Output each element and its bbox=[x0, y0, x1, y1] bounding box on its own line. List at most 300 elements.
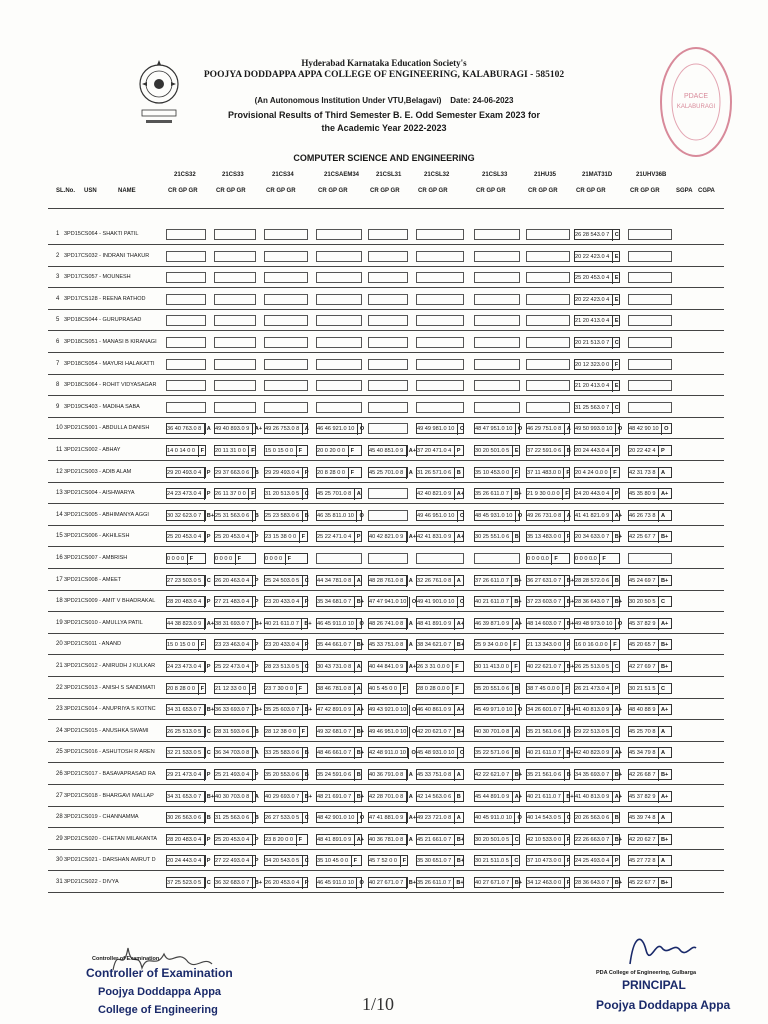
grade-cell: 47 47 941.0 10 O bbox=[368, 596, 408, 607]
row-rule bbox=[48, 503, 724, 504]
table-row bbox=[56, 615, 720, 633]
grade-letter: C bbox=[204, 576, 211, 587]
grade-letter: P bbox=[302, 640, 309, 651]
grade-letter: F bbox=[551, 554, 557, 565]
row-rule bbox=[48, 546, 724, 547]
grade-letter: B+ bbox=[454, 640, 464, 651]
grade-cell: 23 7 30 0 0 F bbox=[264, 683, 308, 694]
grade-letter: P bbox=[204, 468, 211, 479]
subject-code-header: 21CSL33 bbox=[482, 172, 508, 178]
grade-letter: C bbox=[302, 489, 309, 500]
grade-cell: 28 36 643.0 7 B+ bbox=[574, 877, 620, 888]
grade-cell: 20 0 20 0 0 F bbox=[316, 445, 362, 456]
grade-cell: 49 48 973.0 10 O bbox=[574, 618, 620, 629]
grade-cell: 28 31 593.0 6 B bbox=[214, 726, 256, 737]
grade-letter: P bbox=[204, 662, 211, 673]
grade-cell: 40 44 841.0 9 A+ bbox=[368, 661, 408, 672]
grade-letter: A+ bbox=[252, 424, 262, 435]
college-name: POOJYA DODDAPPA APPA COLLEGE OF ENGINEERING, KALABURAGI - 585102 bbox=[203, 70, 565, 80]
grade-cell: 15 0 15 0 0 F bbox=[264, 445, 308, 456]
grade-letter: F bbox=[564, 856, 570, 867]
grade-cell: 42 25 67 7 B+ bbox=[628, 531, 672, 542]
grade-letter: O bbox=[514, 813, 521, 824]
grade-cell: 48 41 891.0 9 A+ bbox=[416, 618, 464, 629]
grade-cell: 20 22 42 4 P bbox=[628, 445, 672, 456]
sl-no: 15 bbox=[56, 533, 63, 539]
row-rule bbox=[48, 611, 724, 612]
grade-cell: 21 20 413.0 4 E bbox=[574, 380, 620, 391]
grade-letter: E bbox=[612, 316, 619, 327]
grade-cell: 40 21 611.0 7 B+ bbox=[264, 618, 308, 629]
grade-cell bbox=[474, 337, 520, 348]
grade-cell: 42 14 563.0 6 B bbox=[416, 791, 464, 802]
grade-letter: B bbox=[252, 468, 259, 479]
grade-letter: B+ bbox=[612, 532, 622, 543]
grade-letter: C bbox=[564, 813, 571, 824]
grade-letter: P bbox=[252, 856, 259, 867]
grade-cell: 40 14 543.0 5 C bbox=[526, 812, 570, 823]
cr-gp-gr-header: CR GP GR bbox=[576, 188, 606, 194]
table-row bbox=[56, 723, 720, 741]
grade-cell: 48 41 891.0 9 A+ bbox=[316, 834, 362, 845]
grade-cell: 0 0 0 0 F bbox=[214, 553, 256, 564]
grade-cell: 40 5 45 0 0 F bbox=[368, 683, 408, 694]
grade-letter: B+ bbox=[658, 878, 668, 889]
grade-cell: 40 42 821.0 9 A+ bbox=[368, 531, 408, 542]
grade-cell bbox=[474, 272, 520, 283]
grade-cell bbox=[316, 229, 362, 240]
grade-letter: B+ bbox=[658, 662, 668, 673]
grade-letter: P bbox=[204, 489, 211, 500]
grade-letter: F bbox=[599, 554, 605, 565]
grade-cell: 47 41 881.0 9 A+ bbox=[368, 812, 408, 823]
grade-letter: F bbox=[400, 684, 406, 695]
sl-no: 5 bbox=[56, 317, 60, 323]
grade-letter: A+ bbox=[354, 705, 364, 716]
grade-cell bbox=[166, 337, 206, 348]
grade-cell bbox=[628, 402, 672, 413]
grade-letter: A bbox=[406, 835, 413, 846]
grade-cell: 45 20 65 7 B+ bbox=[628, 639, 672, 650]
subject-code-header: 21MAT31D bbox=[582, 172, 613, 178]
grade-letter: A+ bbox=[454, 532, 464, 543]
grade-letter: B+ bbox=[302, 705, 312, 716]
row-rule bbox=[48, 784, 724, 785]
grade-letter: P bbox=[252, 770, 259, 781]
grade-letter: B+ bbox=[301, 619, 311, 630]
grade-cell: 46 45 911.0 10 O bbox=[316, 877, 362, 888]
grade-letter: A+ bbox=[658, 705, 668, 716]
grade-letter: C bbox=[302, 813, 309, 824]
grade-letter: A+ bbox=[204, 619, 214, 630]
sl-no: 27 bbox=[56, 793, 63, 799]
usn-name: 3PD21CS002 - ABHAY bbox=[64, 447, 121, 453]
grade-letter: F bbox=[249, 684, 255, 695]
grade-cell bbox=[368, 359, 408, 370]
table-row bbox=[56, 226, 720, 244]
row-rule bbox=[48, 741, 724, 742]
title-line2: the Academic Year 2022-2023 bbox=[321, 123, 447, 133]
table-row bbox=[56, 312, 720, 330]
sl-no: 19 bbox=[56, 620, 63, 626]
grade-cell: 24 23 473.0 4 P bbox=[166, 488, 206, 499]
grade-letter: B bbox=[512, 748, 519, 759]
row-rule bbox=[48, 330, 724, 331]
grade-letter: P bbox=[658, 446, 665, 457]
grade-cell: 48 28 761.0 8 A bbox=[368, 575, 408, 586]
row-rule bbox=[48, 568, 724, 569]
grade-cell: 46 46 921.0 10 O bbox=[316, 423, 362, 434]
subject-code-header: 21CS33 bbox=[222, 172, 244, 178]
grade-cell: 30 26 563.0 6 B bbox=[166, 812, 206, 823]
grade-letter: E bbox=[612, 252, 619, 263]
grade-cell: 34 31 653.0 7 B+ bbox=[166, 791, 206, 802]
grade-cell: 38 31 693.0 7 B+ bbox=[214, 618, 256, 629]
table-row bbox=[56, 291, 720, 309]
sl-no: 18 bbox=[56, 598, 63, 604]
grade-cell: 27 22 493.0 4 P bbox=[214, 855, 256, 866]
grade-letter: A bbox=[252, 748, 259, 759]
grade-cell bbox=[316, 553, 362, 564]
grade-letter: A bbox=[406, 619, 413, 630]
grade-cell: 20 34 633.0 7 B+ bbox=[574, 531, 620, 542]
grade-letter: F bbox=[235, 554, 241, 565]
grade-letter: B+ bbox=[511, 597, 521, 608]
grade-letter: B+ bbox=[252, 705, 262, 716]
grade-cell: 34 31 653.0 7 B+ bbox=[166, 704, 206, 715]
sl-no: 4 bbox=[56, 296, 60, 302]
grade-letter: A bbox=[564, 424, 571, 435]
grade-cell bbox=[416, 229, 464, 240]
grade-cell: 45 25 701.0 8 A bbox=[368, 467, 408, 478]
grade-letter: B+ bbox=[612, 878, 622, 889]
grade-letter: F bbox=[452, 662, 458, 673]
grade-letter: A bbox=[302, 424, 309, 435]
grade-cell bbox=[316, 380, 362, 391]
grade-cell bbox=[214, 251, 256, 262]
grade-cell: 20 21 513.0 7 C bbox=[574, 337, 620, 348]
grade-letter: A bbox=[658, 813, 665, 824]
grade-cell: 45 24 69 7 B+ bbox=[628, 575, 672, 586]
row-rule bbox=[48, 827, 724, 828]
grade-letter: P bbox=[302, 468, 309, 479]
usn-name: 3PD18CS054 - MAYURI HALAKATTI bbox=[64, 361, 155, 367]
grade-cell: 45 40 851.0 9 A+ bbox=[368, 445, 408, 456]
grade-cell: 14 0 14 0 0 F bbox=[166, 445, 206, 456]
grade-letter: B+ bbox=[454, 856, 464, 867]
grade-cell: 48 46 661.0 7 B+ bbox=[316, 747, 362, 758]
sl-no: 17 bbox=[56, 577, 63, 583]
grade-letter: E bbox=[612, 381, 619, 392]
grade-cell bbox=[264, 402, 308, 413]
grade-letter: C bbox=[512, 835, 519, 846]
grade-letter: A+ bbox=[658, 619, 668, 630]
grade-cell bbox=[368, 337, 408, 348]
svg-text:KALABURAGI: KALABURAGI bbox=[676, 104, 716, 110]
grade-letter: A bbox=[406, 640, 413, 651]
grade-cell: 42 20 621.0 7 B+ bbox=[416, 726, 464, 737]
grade-cell: 27 23 503.0 5 C bbox=[166, 575, 206, 586]
grade-cell: 42 28 701.0 8 A bbox=[368, 791, 408, 802]
grade-cell bbox=[416, 315, 464, 326]
grade-cell bbox=[316, 402, 362, 413]
grade-cell: 24 20 443.0 4 P bbox=[574, 488, 620, 499]
usn-name: 3PD21CS005 - ABHIMANYA AGGI bbox=[64, 512, 149, 518]
sl-no: 20 bbox=[56, 641, 63, 647]
grade-cell: 45 34 79 8 A bbox=[628, 747, 672, 758]
grade-cell: 23 20 433.0 4 P bbox=[264, 639, 308, 650]
grade-cell bbox=[166, 251, 206, 262]
grade-letter: B bbox=[354, 770, 361, 781]
grade-letter: F bbox=[400, 856, 406, 867]
row-rule bbox=[48, 870, 724, 871]
grade-letter: P bbox=[454, 446, 461, 457]
grade-cell: 23 20 433.0 4 P bbox=[264, 596, 308, 607]
grade-letter: P bbox=[612, 684, 619, 695]
sl-no: 12 bbox=[56, 469, 63, 475]
grade-cell: 0 0 0 0.0 F bbox=[574, 553, 620, 564]
grade-letter: O bbox=[409, 597, 416, 608]
grade-cell: 42 41 831.0 9 A+ bbox=[416, 531, 464, 542]
grade-letter: F bbox=[198, 684, 204, 695]
grade-cell bbox=[368, 229, 408, 240]
table-row bbox=[56, 269, 720, 287]
grade-cell: 45 37 82 9 A+ bbox=[628, 618, 672, 629]
grade-letter: F bbox=[511, 662, 517, 673]
grade-letter: B bbox=[252, 511, 259, 522]
grade-letter: F bbox=[562, 489, 568, 500]
grade-letter: A+ bbox=[658, 792, 668, 803]
header-rule bbox=[48, 208, 724, 209]
grade-letter: B bbox=[302, 748, 309, 759]
grade-cell: 25 31 563.0 6 B bbox=[214, 510, 256, 521]
grade-cell bbox=[526, 294, 570, 305]
grade-cell: 35 44 661.0 7 B+ bbox=[316, 639, 362, 650]
grade-letter: F bbox=[296, 835, 302, 846]
grade-cell: 29 21 473.0 4 P bbox=[166, 769, 206, 780]
grade-cell: 34 35 693.0 7 B+ bbox=[574, 769, 620, 780]
grade-cell bbox=[368, 294, 408, 305]
sl-no: 14 bbox=[56, 512, 63, 518]
grade-cell: 40 21 611.0 7 B+ bbox=[526, 747, 570, 758]
usn-name: 3PD21CS008 - AMEET bbox=[64, 577, 122, 583]
grade-cell bbox=[214, 337, 256, 348]
grade-cell: 40 36 791.0 8 A bbox=[368, 769, 408, 780]
row-rule bbox=[48, 525, 724, 526]
row-rule bbox=[48, 482, 724, 483]
table-row bbox=[56, 464, 720, 482]
grade-cell bbox=[526, 337, 570, 348]
grade-cell: 35 34 681.0 7 B+ bbox=[316, 596, 362, 607]
grade-cell bbox=[526, 359, 570, 370]
grade-cell bbox=[416, 294, 464, 305]
grade-letter: F bbox=[610, 640, 616, 651]
grade-cell: 25 20 453.0 4 P bbox=[214, 834, 256, 845]
grade-cell: 41 41 821.0 9 A+ bbox=[574, 510, 620, 521]
grade-cell bbox=[526, 229, 570, 240]
grade-letter: F bbox=[299, 532, 305, 543]
grade-cell: 49 41 901.0 10 O bbox=[416, 596, 464, 607]
grade-letter: P bbox=[204, 770, 211, 781]
grade-letter: B+ bbox=[658, 576, 668, 587]
grade-cell: 40 21 611.0 7 B+ bbox=[474, 596, 520, 607]
grade-cell: 24 25 493.0 4 P bbox=[574, 855, 620, 866]
grade-cell: 20 8 28 0 0 F bbox=[316, 467, 362, 478]
grade-cell: 35 10 45 0 0 F bbox=[316, 855, 362, 866]
grade-letter: O bbox=[615, 619, 622, 630]
sl-no: 8 bbox=[56, 382, 60, 388]
grade-letter: P bbox=[252, 532, 259, 543]
usn-name: 3PD19CS403 - MADIHA SABA bbox=[64, 404, 140, 410]
grade-letter: A bbox=[454, 770, 461, 781]
grade-letter: B bbox=[454, 468, 461, 479]
sl-no: 2 bbox=[56, 253, 60, 259]
grade-cell: 35 25 603.0 7 B+ bbox=[264, 704, 308, 715]
grade-cell: 40 36 781.0 8 A bbox=[368, 834, 408, 845]
grade-cell: 45 25 701.0 8 A bbox=[316, 488, 362, 499]
grade-letter: A bbox=[354, 662, 361, 673]
usn-name: 3PD21CS021 - DARSHAN AMRUT D bbox=[64, 857, 156, 863]
grade-cell: 36 40 763.0 8 A bbox=[166, 423, 206, 434]
grade-cell: 45 7 52 0 0 F bbox=[368, 855, 408, 866]
usn-name: 3PD21CS006 - AKHILESH bbox=[64, 533, 130, 539]
grade-cell: 30 20 501.0 5 E bbox=[474, 445, 520, 456]
usn-name: 3PD21CS015 - ANUSHKA SWAMI bbox=[64, 728, 149, 734]
grade-cell bbox=[368, 251, 408, 262]
coe-title: Controller of Examination bbox=[86, 966, 233, 980]
grade-letter: B+ bbox=[564, 597, 574, 608]
grade-cell bbox=[264, 337, 308, 348]
grade-cell: 45 49 971.0 10 O bbox=[474, 704, 520, 715]
grade-cell: 42 22 621.0 7 B+ bbox=[474, 769, 520, 780]
grade-letter: B+ bbox=[302, 792, 312, 803]
grade-letter: B+ bbox=[454, 727, 464, 738]
grade-cell: 47 42 891.0 9 A+ bbox=[316, 704, 362, 715]
usn-name: 3PD21CS014 - ANUPRIYA S KOTNC bbox=[64, 706, 156, 712]
grade-cell: 20 24 443.0 4 P bbox=[574, 445, 620, 456]
grade-cell: 37 26 611.0 7 B+ bbox=[474, 575, 520, 586]
grade-cell: 35 21 561.0 6 B bbox=[526, 726, 570, 737]
grade-cell bbox=[368, 510, 408, 521]
grade-letter: E bbox=[612, 273, 619, 284]
grade-cell: 36 27 631.0 7 B+ bbox=[526, 575, 570, 586]
grade-cell bbox=[264, 315, 308, 326]
grade-letter: A bbox=[512, 727, 519, 738]
grade-cell: 48 47 951.0 10 O bbox=[474, 423, 520, 434]
subject-code-header: 21CSL32 bbox=[424, 172, 450, 178]
grade-cell: 40 22 621.0 7 B+ bbox=[526, 661, 570, 672]
grade-letter: B bbox=[512, 684, 519, 695]
subject-code-header: 21HU35 bbox=[534, 172, 557, 178]
grade-cell: 25 22 471.0 4 P bbox=[316, 531, 362, 542]
grade-letter: B bbox=[302, 770, 309, 781]
sl-no: 7 bbox=[56, 361, 60, 367]
grade-cell: 35 21 561.0 6 B bbox=[526, 769, 570, 780]
grade-cell bbox=[166, 380, 206, 391]
grade-cell: 26 3 31 0.0 0 F bbox=[416, 661, 464, 672]
table-row bbox=[56, 788, 720, 806]
grade-cell: 37 11 483.0 0 F bbox=[526, 467, 570, 478]
grade-cell bbox=[368, 272, 408, 283]
grade-cell: 0 0 0 0 F bbox=[166, 553, 206, 564]
grade-cell: 49 46 951.0 10 O bbox=[368, 726, 408, 737]
grade-cell: 20 24 443.0 4 P bbox=[166, 855, 206, 866]
cgpa-header: CGPA bbox=[698, 188, 715, 194]
grade-letter: C bbox=[302, 662, 309, 673]
grade-cell: 40 29 693.0 7 B+ bbox=[264, 791, 308, 802]
grade-cell: 46 35 811.0 10 O bbox=[316, 510, 362, 521]
grade-cell: 33 25 583.0 6 B bbox=[264, 747, 308, 758]
grade-cell bbox=[214, 380, 256, 391]
title-line1: Provisional Results of Third Semester B. E. Odd Semester Exam 2023 for bbox=[227, 110, 541, 120]
grade-cell: 34 12 463.0 0 F bbox=[526, 877, 570, 888]
row-rule bbox=[48, 590, 724, 591]
grade-letter: B+ bbox=[354, 640, 364, 651]
grade-cell: 28 0 28 0.0 0 F bbox=[416, 683, 464, 694]
row-rule bbox=[48, 417, 724, 418]
grade-cell: 20 22 423.0 4 E bbox=[574, 251, 620, 262]
table-row bbox=[56, 852, 720, 870]
grade-cell bbox=[166, 402, 206, 413]
grade-letter: F bbox=[564, 640, 570, 651]
grade-cell: 35 13 483.0 0 F bbox=[526, 531, 570, 542]
principal-title: PRINCIPAL bbox=[622, 978, 686, 992]
grade-cell: 45 37 82 9 A+ bbox=[628, 791, 672, 802]
grade-cell: 25 9 34 0.0 0 F bbox=[474, 639, 520, 650]
grade-letter: B bbox=[302, 511, 309, 522]
usn-name: 3PD18CS044 - GURUPRASAD bbox=[64, 317, 142, 323]
grade-cell bbox=[416, 272, 464, 283]
grade-letter: F bbox=[187, 554, 193, 565]
grade-letter: C bbox=[204, 878, 211, 889]
grade-cell: 35 30 651.0 7 B+ bbox=[416, 855, 464, 866]
grade-cell: 30 21 51 5 C bbox=[628, 683, 672, 694]
sl-no: 26 bbox=[56, 771, 63, 777]
grade-cell bbox=[628, 553, 672, 564]
sl-no: 10 bbox=[56, 425, 63, 431]
grade-cell: 45 27 72 8 A bbox=[628, 855, 672, 866]
grade-letter: E bbox=[512, 446, 519, 457]
grade-letter: P bbox=[302, 878, 309, 889]
grade-letter: A bbox=[454, 576, 461, 587]
grade-letter: O bbox=[515, 705, 522, 716]
usn-name: 3PD18CS051 - MANASI B KIRANAGI bbox=[64, 339, 157, 345]
grade-cell: 38 46 781.0 8 A bbox=[316, 683, 362, 694]
table-row bbox=[56, 334, 720, 352]
grade-cell: 20 12 323.0 0 F bbox=[574, 359, 620, 370]
grade-cell: 48 45 931.0 10 O bbox=[474, 510, 520, 521]
grade-cell bbox=[368, 402, 408, 413]
grade-cell bbox=[316, 272, 362, 283]
usn-name: 3PD21CS011 - ANAND bbox=[64, 641, 122, 647]
sl-no: 3 bbox=[56, 274, 60, 280]
grade-cell: 25 20 453.0 4 P bbox=[214, 531, 256, 542]
subject-code-header: 21CSAEM34 bbox=[324, 172, 360, 178]
cr-gp-gr-header: CR GP GR bbox=[630, 188, 660, 194]
usn-name: 3PD17CS057 - MOUNESH bbox=[64, 274, 131, 280]
grade-letter: P bbox=[204, 856, 211, 867]
grade-cell: 37 22 591.0 6 B bbox=[526, 445, 570, 456]
grade-cell: 25 20 453.0 4 E bbox=[574, 272, 620, 283]
grade-cell: 49 32 681.0 7 B+ bbox=[316, 726, 362, 737]
grade-letter: C bbox=[612, 403, 619, 414]
grade-cell: 45 25 70 8 A bbox=[628, 726, 672, 737]
grade-letter: B+ bbox=[564, 705, 574, 716]
coe-college-line1: Poojya Doddappa Appa bbox=[98, 986, 222, 998]
grade-letter: B bbox=[512, 532, 519, 543]
row-rule bbox=[48, 849, 724, 850]
grade-letter: A bbox=[354, 489, 361, 500]
